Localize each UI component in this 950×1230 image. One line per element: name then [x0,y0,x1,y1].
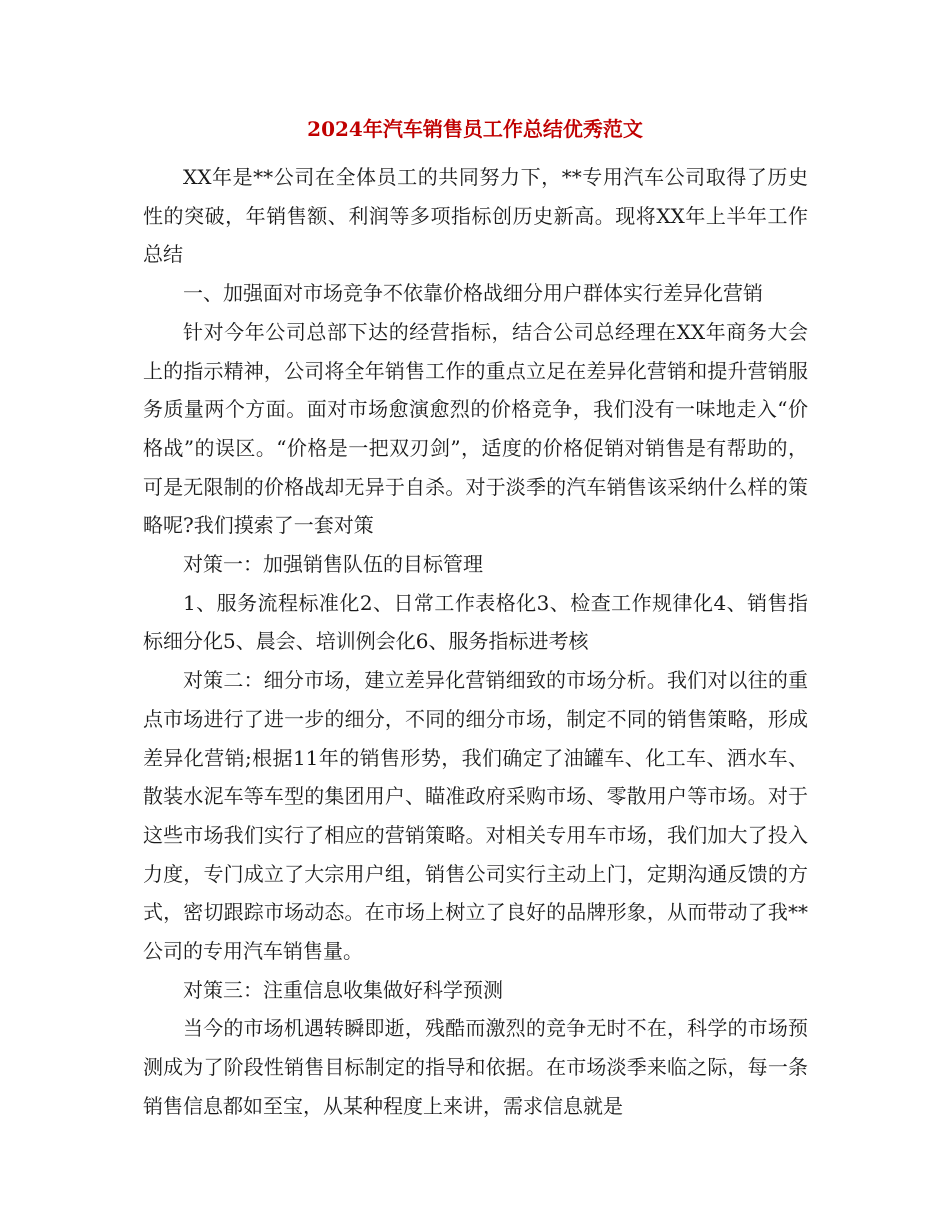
paragraph-forecast: 当今的市场机遇转瞬即逝，残酷而激烈的竞争无时不在，科学的市场预测成为了阶段性销售目标制定的指导和依据。在市场淡季来临之际，每一条销售信息都如至宝，从某种程度上来讲，需求信息就是 [143,1016,808,1118]
measure-heading-3: 对策三：注重信息收集做好科学预测 [183,977,503,1002]
paragraph-intro: XX年是**公司在全体员工的共同努力下，**专用汽车公司取得了历史性的突破，年销售额、利润等多项指标创历史新高。现将XX年上半年工作总结 [143,165,808,267]
paragraph-measure-list: 1、服务流程标准化2、日常工作表格化3、检查工作规律化4、销售指标细分化5、晨会、培训例会化6、服务指标进考核 [143,590,808,654]
document-title: 2024年汽车销售员工作总结优秀范文 [307,117,643,141]
measure-heading-1: 对策一：加强销售队伍的目标管理 [183,552,483,577]
paragraph-strategy: 针对今年公司总部下达的经营指标，结合公司总经理在XX年商务大会上的指示精神，公司将全年销售工作的重点立足在差异化营销和提升营销服务质量两个方面。面对市场愈演愈烈的价格竞争，我们没有一味地走入“价格战”的误区。“价格是一把双刃剑”，适度的价格促销对销售是有帮助的，可是无限制的价格战却无异于自杀。对于淡季的汽车销售该采纳什么样的策略呢?我们摸索了一套对策 [143,319,808,538]
paragraph-measure-2: 对策二：细分市场，建立差异化营销细致的市场分析。我们对以往的重点市场进行了进一步的细分，不同的细分市场，制定不同的销售策略，形成差异化营销;根据11年的销售形势，我们确定了油罐车、化工车、洒水车、散装水泥车等车型的集团用户、瞄准政府采购市场、零散用户等市场。对于这些市场我们实行了相应的营销策略。对相关专用车市场，我们加大了投入力度，专门成立了大宗用户组，销售公司实行主动上门，定期沟通反馈的方式，密切跟踪市场动态。在市场上树立了良好的品牌形象，从而带动了我**公司的专用汽车销售量。 [143,668,808,964]
section-heading-1: 一、加强面对市场竞争不依靠价格战细分用户群体实行差异化营销 [183,281,763,306]
document-body [143,158,808,1126]
